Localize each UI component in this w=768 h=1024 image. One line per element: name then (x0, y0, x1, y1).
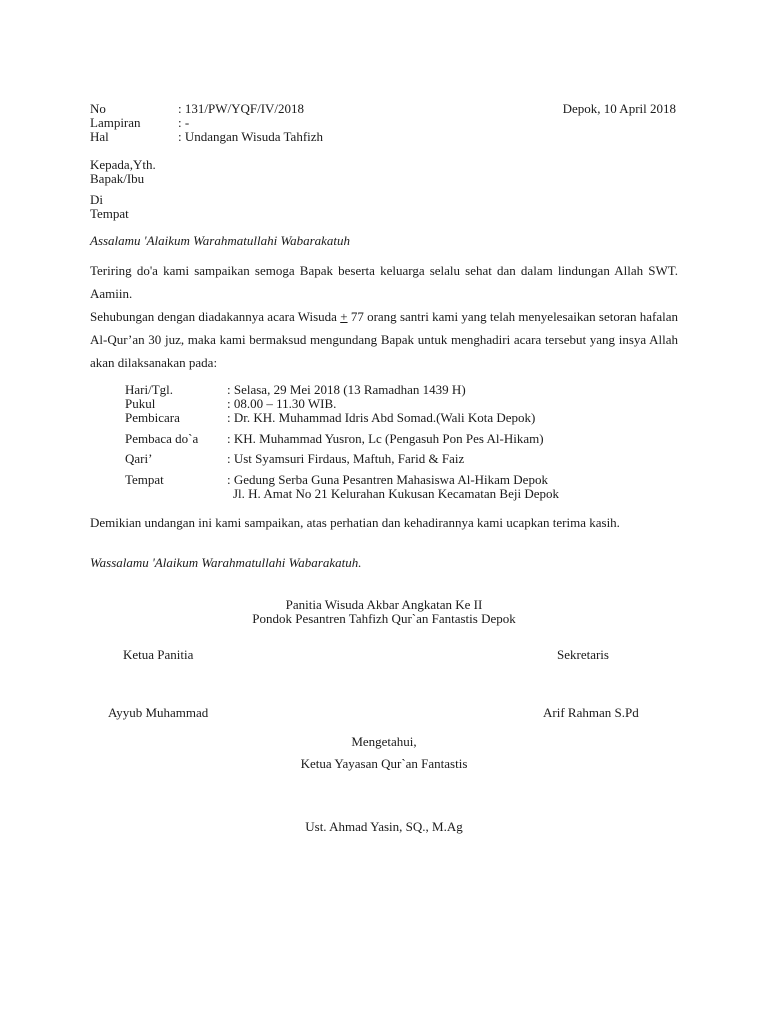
lampiran-value: : - (178, 115, 190, 130)
detail-value-venue: : Gedung Serba Guna Pesantren Mahasiswa Al-Hikam Depok (227, 472, 548, 487)
paragraph-invitation-before: Sehubungan dengan diadakannya acara Wisuda (90, 309, 341, 324)
recipient-line2: Bapak/Ibu (90, 171, 145, 186)
paragraph-invitation (90, 305, 678, 374)
recipient-line4: Tempat (90, 206, 129, 221)
closing-paragraph: Demikian undangan ini kami sampaikan, atas perhatian dan kehadirannya kami ucapkan terima kasih. (90, 515, 620, 530)
no-label: No (90, 101, 106, 116)
yayasan-title: Ketua Yayasan Qur`an Fantastis (300, 756, 468, 771)
detail-value-prayer: : KH. Muhammad Yusron, Lc (Pengasuh Pon Pes Al-Hikam) (227, 431, 544, 446)
paragraph-opening: Teriring do'a kami sampaikan semoga Bapak beserta keluarga selalu sehat dan dalam lindungan Allah SWT. Aamiin. (90, 263, 678, 301)
committee-line2: Pondok Pesantren Tahfizh Qur`an Fantastis Depok (252, 611, 516, 626)
detail-value-time: : 08.00 – 11.30 WIB. (227, 396, 337, 411)
detail-value-date: : Selasa, 29 Mei 2018 (13 Ramadhan 1439 H) (227, 382, 466, 397)
committee-line1: Panitia Wisuda Akbar Angkatan Ke II (285, 597, 483, 612)
hal-label: Hal (90, 129, 109, 144)
recipient-line1: Kepada,Yth. (90, 157, 156, 172)
lampiran-label: Lampiran (90, 115, 141, 130)
ketua-panitia-title: Ketua Panitia (123, 647, 194, 662)
detail-label-venue: Tempat (125, 472, 164, 487)
detail-label-time: Pukul (125, 396, 156, 411)
place-date: Depok, 10 April 2018 (562, 101, 676, 116)
plus-minus-symbol: + (340, 309, 348, 324)
yayasan-name: Ust. Ahmad Yasin, SQ., M.Ag (305, 819, 463, 834)
sekretaris-name: Arif Rahman S.Pd (543, 705, 639, 720)
detail-value-venue-address: Jl. H. Amat No 21 Kelurahan Kukusan Kecamatan Beji Depok (233, 486, 560, 501)
detail-value-qari: : Ust Syamsuri Firdaus, Maftuh, Farid & Faiz (227, 451, 465, 466)
detail-value-speaker: : Dr. KH. Muhammad Idris Abd Somad.(Wali Kota Depok) (227, 410, 536, 425)
greeting: Assalamu 'Alaikum Warahmatullahi Wabarakatuh (90, 233, 351, 248)
detail-label-date: Hari/Tgl. (125, 382, 174, 397)
paragraph-invitation-after: 77 orang santri kami yang telah menyelesaikan setoran hafalan Al-Qur’an 30 juz, maka kami bermaksud mengundang Bapak untuk menghadiri acara tersebut yang insya Allah akan dilaksanakan pada: (90, 309, 678, 370)
recipient-line3: Di (90, 192, 103, 207)
detail-label-speaker: Pembicara (125, 410, 180, 425)
farewell: Wassalamu 'Alaikum Warahmatullahi Wabarakatuh. (90, 555, 362, 570)
no-value: : 131/PW/YQF/IV/2018 (178, 101, 305, 116)
sekretaris-title: Sekretaris (557, 647, 609, 662)
ketua-panitia-name: Ayyub Muhammad (108, 705, 209, 720)
detail-label-prayer: Pembaca do`a (125, 431, 199, 446)
mengetahui: Mengetahui, (351, 734, 417, 749)
detail-label-qari: Qari’ (125, 451, 153, 466)
hal-value: : Undangan Wisuda Tahfizh (178, 129, 324, 144)
